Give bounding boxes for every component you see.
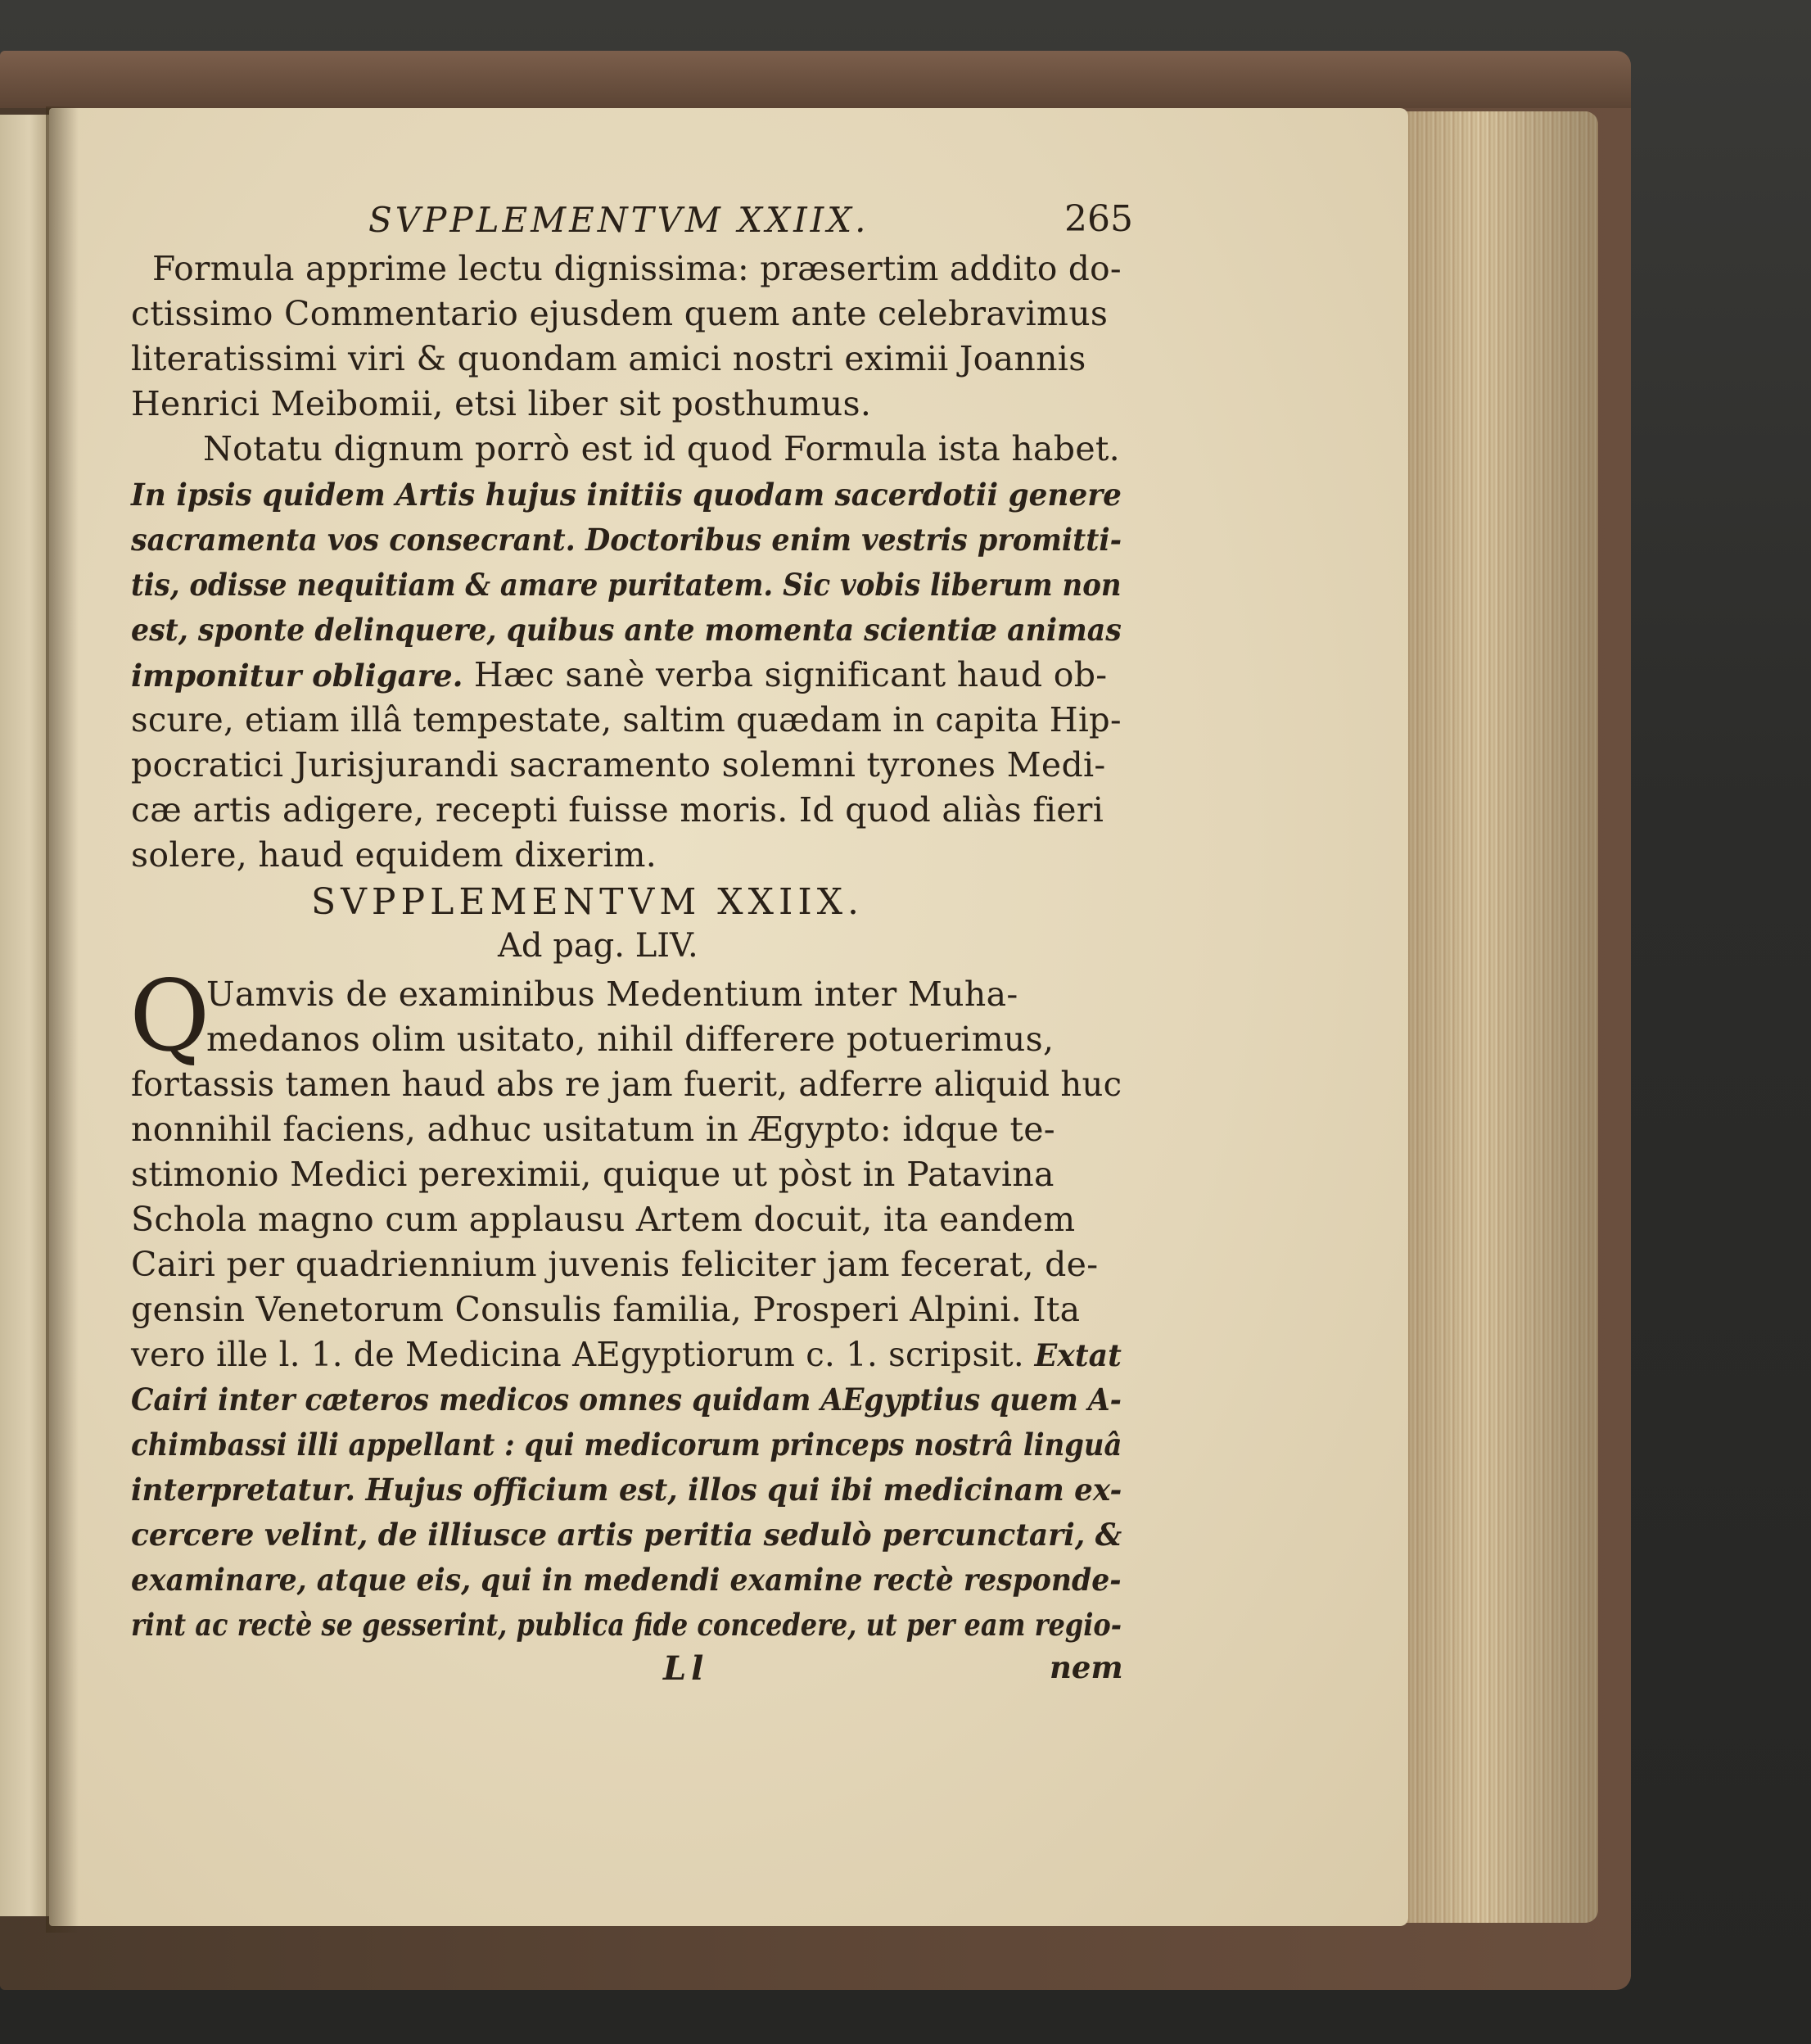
- section-title: SVPPLEMENTVM XXIIX.: [311, 881, 865, 923]
- gutter-shadow: [46, 106, 79, 1933]
- text-line: pocratici Jurisjurandi sacramento solemni tyrones Medi-: [131, 745, 1106, 785]
- italic-line: In ipsis quidem Artis hujus initiis quodam sacerdotii genere: [131, 477, 1122, 513]
- previous-leaf-edge: [0, 115, 49, 1916]
- drop-cap: Q: [129, 960, 210, 1074]
- text-line: ctissimo Commentario ejusdem quem ante celebravimus: [131, 294, 1109, 333]
- text-line: Schola magno cum applausu Artem docuit, ita eandem: [131, 1200, 1076, 1239]
- italic-line: interpretatur. Hujus officium est, illos qui ibi medicinam ex-: [131, 1472, 1122, 1508]
- text-line: fortassis tamen haud abs re jam fuerit, adferre aliquid huc: [131, 1065, 1122, 1104]
- text-line: Notatu dignum porrò est id quod Formula ista habet.: [203, 429, 1121, 468]
- italic-line: cercere velint, de illiusce artis peritia sedulò percunctari, &: [131, 1517, 1122, 1553]
- italic-line: tis, odisse nequitiam & amare puritatem. Sic vobis liberum non: [131, 567, 1122, 603]
- text-line: solere, haud equidem dixerim.: [131, 835, 657, 875]
- text-line: nonnihil faciens, adhuc usitatum in Ægypto: idque te-: [131, 1110, 1055, 1149]
- signature-mark: Ll: [663, 1649, 709, 1688]
- text-line: stimonio Medici pereximii, quique ut pòst in Patavina: [131, 1155, 1055, 1194]
- section-subtitle: Ad pag. LIV.: [498, 927, 698, 965]
- page-block-shade: [1402, 111, 1598, 1923]
- text-line: scure, etiam illâ tempestate, saltim quædam in capita Hip-: [131, 700, 1122, 739]
- italic-fragment: Extat: [1024, 1337, 1122, 1373]
- italic-line: sacramenta vos consecrant. Doctoribus enim vestris promitti-: [131, 522, 1122, 558]
- book-page: [49, 108, 1408, 1926]
- italic-line: chimbassi illi appellant : qui medicorum princeps nostrâ linguâ: [131, 1427, 1122, 1463]
- text-line: Formula apprime lectu dignissima: præsertim addito do-: [152, 249, 1122, 288]
- text-line: Henrici Meibomii, etsi liber sit posthumus.: [131, 384, 872, 423]
- roman-fragment: vero ille l. 1. de Medicina AEgyptiorum c. 1. scripsit.: [131, 1335, 1025, 1374]
- text-line: Uamvis de examinibus Medentium inter Muha-: [206, 975, 1018, 1014]
- italic-line: rint ac rectè se gesserint, publica fide concedere, ut per eam regio-: [131, 1607, 1122, 1643]
- text-line: Cairi per quadriennium juvenis feliciter jam fecerat, de-: [131, 1245, 1099, 1284]
- roman-fragment: Hæc sanè verba significant haud ob-: [463, 655, 1108, 694]
- italic-line: examinare, atque eis, qui in medendi examine rectè responde-: [131, 1562, 1122, 1598]
- text-line: medanos olim usitato, nihil differere potuerimus,: [206, 1020, 1055, 1059]
- italic-fragment: imponitur obligare.: [131, 658, 463, 694]
- mixed-line: [131, 1333, 1122, 1377]
- text-line: cæ artis adigere, recepti fuisse moris. Id quod aliàs fieri: [131, 790, 1104, 830]
- italic-line: Cairi inter cæteros medicos omnes quidam AEgyptius quem A-: [131, 1382, 1122, 1418]
- italic-line: est, sponte delinquere, quibus ante momenta scientiæ animas: [131, 612, 1122, 648]
- cover-top-edge: [0, 51, 1631, 108]
- mixed-line: [131, 653, 1107, 697]
- catchword: nem: [1050, 1649, 1123, 1685]
- running-title: SVPPLEMENTVM XXIIX.: [368, 200, 869, 240]
- text-line: gensin Venetorum Consulis familia, Prosperi Alpini. Ita: [131, 1290, 1081, 1329]
- text-line: literatissimi viri & quondam amici nostri eximii Joannis: [131, 339, 1086, 378]
- page-number: 265: [1064, 198, 1133, 240]
